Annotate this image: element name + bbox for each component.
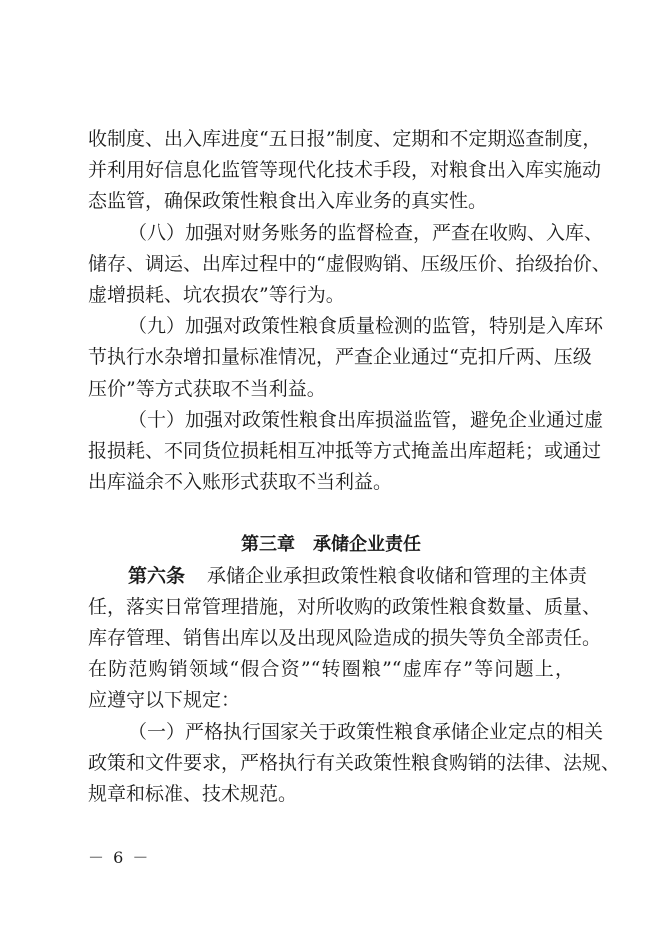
blank-line bbox=[88, 498, 574, 529]
text-line: （九）加强对政策性粮食质量检测的监管，特别是入库环 bbox=[128, 315, 604, 338]
page-number: － 6 － bbox=[88, 848, 151, 867]
article-label: 第六条 bbox=[128, 564, 186, 587]
document-body bbox=[88, 124, 621, 810]
text-line: 虚增损耗、坑农损农”等行为。 bbox=[88, 283, 345, 306]
text-line: （十）加强对政策性粮食出库损溢监管，避免企业通过虚 bbox=[128, 408, 604, 431]
text-line: 态监管，确保政策性粮食出入库业务的真实性。 bbox=[88, 190, 488, 213]
text-line: 应遵守以下规定： bbox=[88, 689, 241, 712]
text-line: 压价”等方式获取不当利益。 bbox=[88, 377, 326, 400]
text-line: 规章和标准、技术规范。 bbox=[88, 782, 298, 805]
text-line: 出库溢余不入账形式获取不当利益。 bbox=[88, 471, 393, 494]
text-line: 库存管理、销售出库以及出现风险造成的损失等负全部责任。 bbox=[88, 627, 602, 649]
text-line: 政策和文件要求，严格执行有关政策性粮食购销的法律、法规、 bbox=[88, 751, 621, 774]
article-first-line bbox=[88, 561, 588, 592]
chapter-heading: 第三章 承储企业责任 bbox=[241, 534, 421, 556]
text-line: 储存、调运、出库过程中的“虚假购销、压级压价、抬级抬价、 bbox=[88, 252, 611, 275]
text-line: 收制度、出入库进度“五日报”制度、定期和不定期巡查制度， bbox=[88, 128, 602, 150]
text-line: 节执行水杂增扣量标准情况，严查企业通过“克扣斤两、压级 bbox=[88, 346, 592, 369]
text-line: 报损耗、不同货位损耗相互冲抵等方式掩盖出库超耗；或通过 bbox=[88, 439, 602, 462]
text-line: 并利用好信息化监管等现代化技术手段，对粮食出入库实施动 bbox=[88, 159, 602, 182]
text-line: （一）严格执行国家关于政策性粮食承储企业定点的相关 bbox=[128, 720, 604, 743]
text-line: 在防范购销领域“假合资”“转圈粮”“虚库存”等问题上， bbox=[88, 658, 574, 681]
text-line: （八）加强对财务账务的监督检查，严查在收购、入库、 bbox=[128, 221, 604, 244]
text-line: 承储企业承担政策性粮食收储和管理的主体责 bbox=[207, 564, 588, 587]
text-line: 任，落实日常管理措施，对所收购的政策性粮食数量、质量、 bbox=[88, 595, 602, 618]
